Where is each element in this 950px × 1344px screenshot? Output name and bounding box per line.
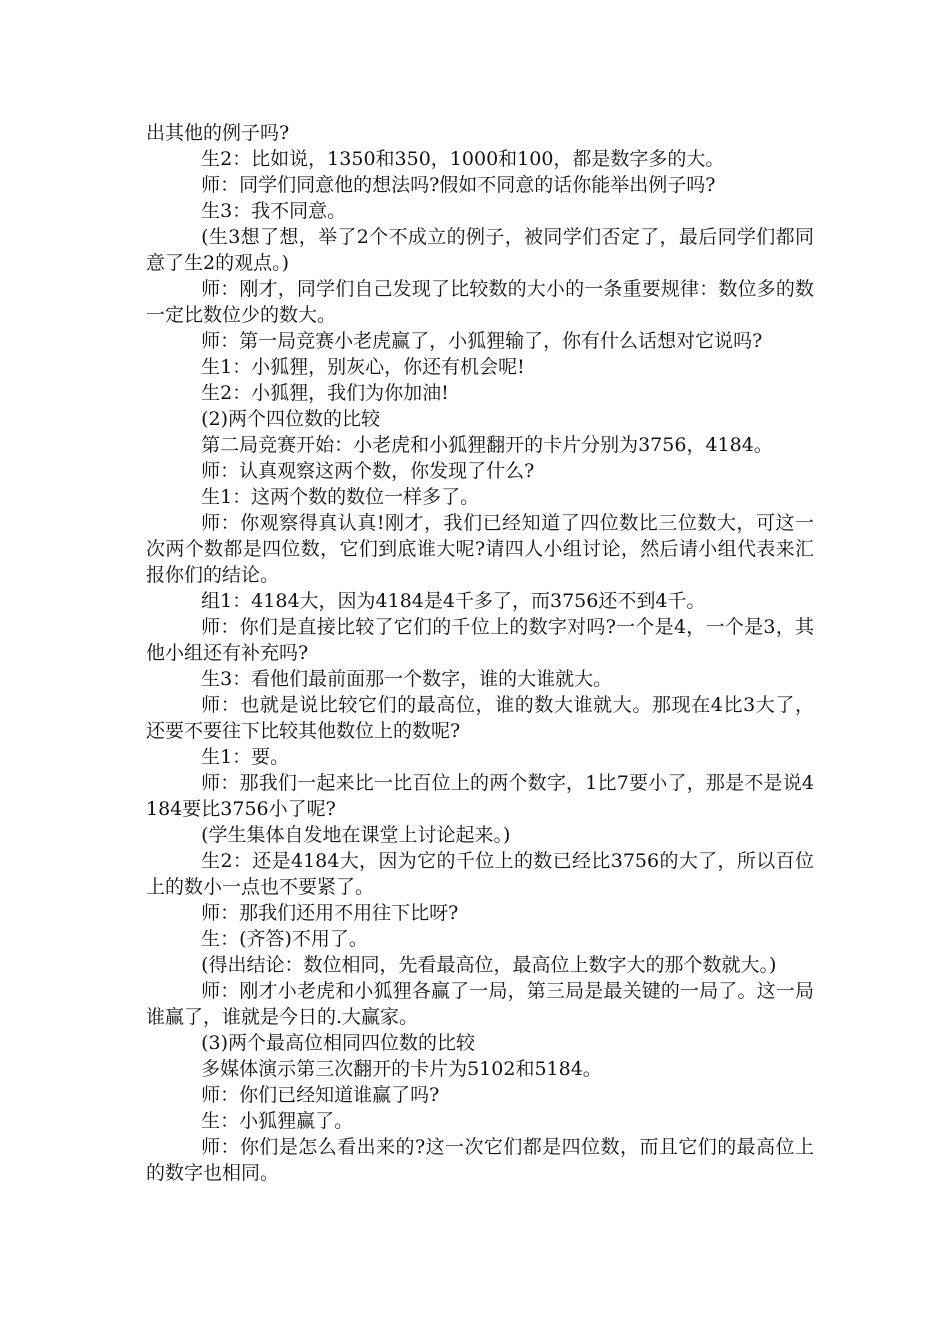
paragraph: 生2：还是4184大，因为它的千位上的数已经比3756的大了，所以百位上的数小一点也不要紧了。: [146, 850, 814, 898]
paragraph: 师：刚才，同学们自己发现了比较数的大小的一条重要规律：数位多的数一定比数位少的数大。: [146, 278, 814, 326]
paragraph: 出其他的例子吗?: [146, 122, 290, 144]
paragraph: (生3想了想，举了2个不成立的例子，被同学们否定了，最后同学们都同意了生2的观点。): [146, 226, 814, 274]
paragraph: 生：小狐狸赢了。: [201, 1110, 354, 1132]
paragraph: 组1：4184大，因为4184是4千多了，而3756还不到4千。: [201, 590, 706, 612]
document-body: [146, 120, 814, 1186]
paragraph: 师：刚才小老虎和小狐狸各赢了一局，第三局是最关键的一局了。这一局谁赢了，谁就是今日的.大赢家。: [146, 980, 814, 1028]
paragraph: 生：(齐答)不用了。: [201, 928, 368, 950]
paragraph: 生1：小狐狸，别灰心，你还有机会呢!: [201, 356, 525, 378]
paragraph: 师：认真观察这两个数，你发现了什么?: [201, 460, 535, 482]
paragraph: (学生集体自发地在课堂上讨论起来。): [201, 824, 511, 846]
paragraph: 生3：看他们最前面那一个数字，谁的大谁就大。: [201, 668, 613, 690]
paragraph: 师：那我们一起来比一比百位上的两个数字，1比7要小了，那是不是说4184要比3756小了呢?: [146, 772, 814, 820]
paragraph: 生2：比如说，1350和350，1000和100，都是数字多的大。: [201, 148, 725, 170]
paragraph: 第二局竞赛开始：小老虎和小狐狸翻开的卡片分别为3756，4184。: [201, 434, 773, 456]
paragraph: 师：你们是怎么看出来的?这一次它们都是四位数，而且它们的最高位上的数字也相同。: [146, 1136, 814, 1184]
paragraph: 生1：这两个数的数位一样多了。: [201, 486, 480, 508]
paragraph: 师：第一局竞赛小老虎赢了，小狐狸输了，你有什么话想对它说吗?: [201, 330, 763, 352]
paragraph: 师：你们是直接比较了它们的千位上的数字对吗?一个是4，一个是3，其他小组还有补充吗?: [146, 616, 814, 664]
paragraph: 师：那我们还用不用往下比呀?: [201, 902, 459, 924]
paragraph: 师：你们已经知道谁赢了吗?: [201, 1084, 440, 1106]
section-heading: (3)两个最高位相同四位数的比较: [201, 1032, 476, 1054]
paragraph: 师：你观察得真认真!刚才，我们已经知道了四位数比三位数大，可这一次两个数都是四位数，它们到底谁大呢?请四人小组讨论，然后请小组代表来汇报你们的结论。: [146, 512, 814, 586]
paragraph: 师：也就是说比较它们的最高位，谁的数大谁就大。那现在4比3大了，还要不要往下比较其他数位上的数呢?: [146, 694, 814, 742]
paragraph: 多媒体演示第三次翻开的卡片为5102和5184。: [201, 1058, 602, 1080]
paragraph: 生3：我不同意。: [201, 200, 347, 222]
section-heading: (2)两个四位数的比较: [201, 408, 381, 430]
paragraph: 师：同学们同意他的想法吗?假如不同意的话你能举出例子吗?: [201, 174, 716, 196]
paragraph: 生1：要。: [201, 746, 290, 768]
paragraph: (得出结论：数位相同，先看最高位，最高位上数字大的那个数就大。): [201, 954, 777, 976]
paragraph: 生2：小狐狸，我们为你加油!: [201, 382, 449, 404]
